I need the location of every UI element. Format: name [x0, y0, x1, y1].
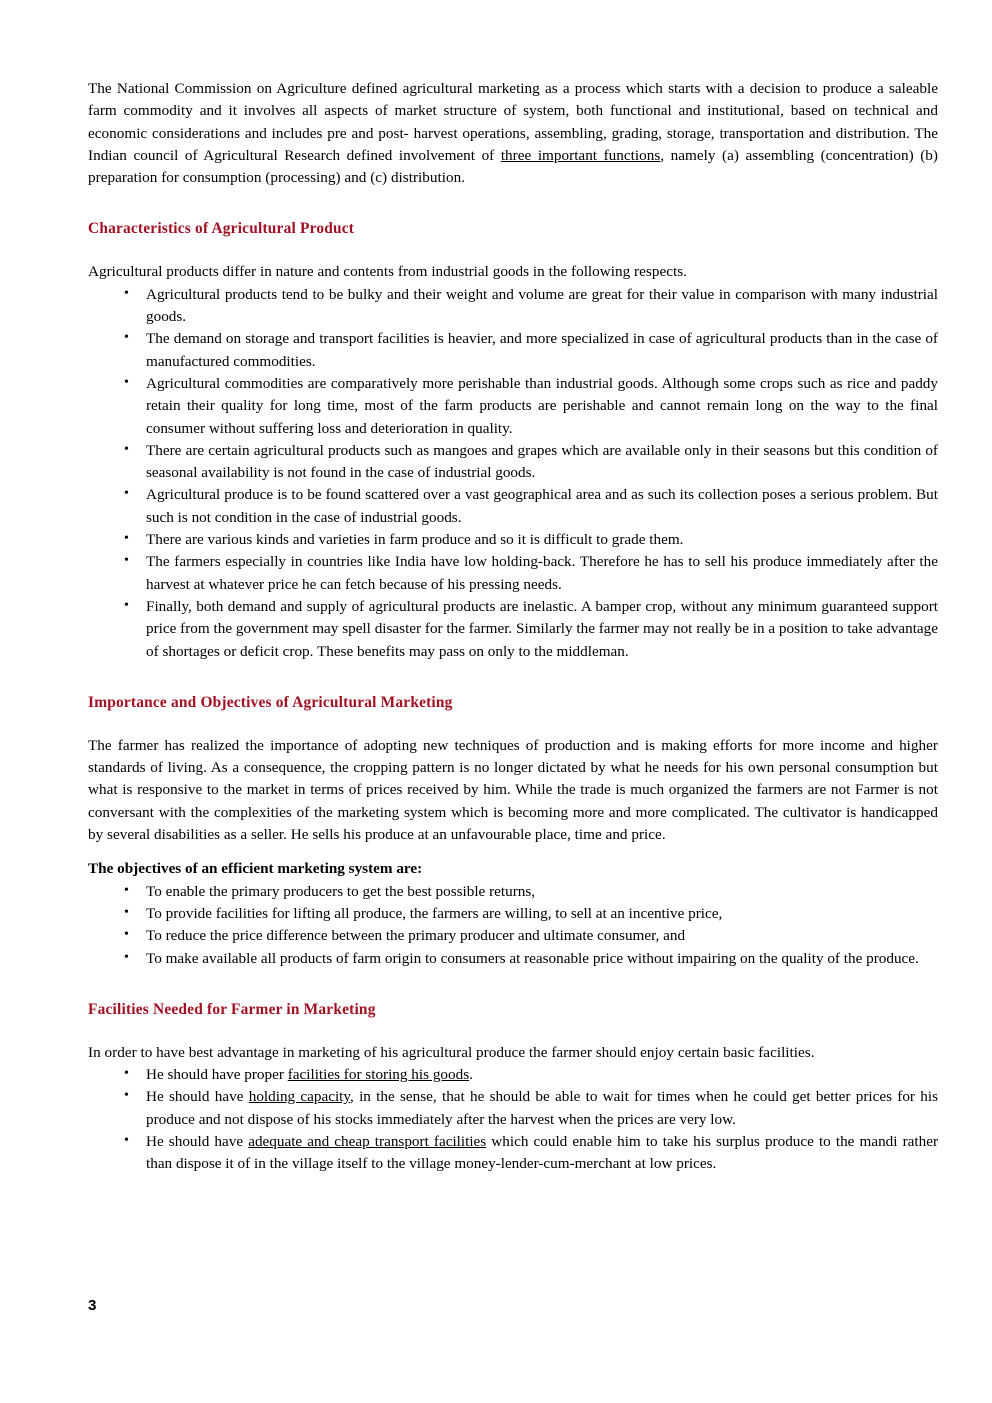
list-item: • Agricultural commodities are comparatively more perishable than industrial goods. Although some crops such as rice and paddy retain their quality for long time, most of the farm products are perishable and cannot remain long on the way to the final consumer without suffering loss and deterioration in quality. [88, 373, 938, 440]
list-item: • The demand on storage and transport facilities is heavier, and more specialized in case of agricultural products than in the case of manufactured commodities. [88, 328, 938, 373]
list-item: • To reduce the price difference between the primary producer and ultimate consumer, and [88, 925, 938, 947]
characteristics-bullet-list [88, 284, 938, 663]
list-item-pre: He should have proper [146, 1066, 288, 1084]
intro-paragraph-part1: The National Commission on Agriculture defined agricultural marketing as a process which starts with a decision to produce a saleable farm commodity and it involves all aspects of market structure of system, both functional and institutional, based on technical and economic considerations and includes pre and post- harvest operations, assembling, grading, storage, transportation and distribution. The Indian council of Agricultural Research defined involvement of [88, 80, 938, 164]
spacer [88, 663, 938, 693]
list-item-pre: He should have [146, 1132, 249, 1150]
list-item: • Agricultural produce is to be found scattered over a vast geographical area and as such its collection poses a serious problem. But such is not condition in the case of industrial goods. [88, 484, 938, 529]
list-item: • To enable the primary producers to get the best possible returns, [88, 881, 938, 903]
list-item [88, 1131, 938, 1176]
importance-paragraph: The farmer has realized the importance of adopting new techniques of production and is making efforts for more income and higher standards of living. As a consequence, the cropping pattern is no longer dictated by what he needs for his own personal consumption but what is responsive to the market in terms of prices received by him. While the trade is much organized the farmers are not Farmer is not conversant with the complexities of the marketing system which is becoming more and more complicated. The cultivator is handicapped by several disabilities as a seller. He sells his produce at an unfavourable place, time and price. [88, 736, 938, 844]
list-item: • There are various kinds and varieties in farm produce and so it is difficult to grade them. [88, 529, 938, 551]
list-item [88, 1064, 938, 1086]
list-item-underlined-phrase: facilities for storing his goods [287, 1066, 470, 1084]
facilities-intro: In order to have best advantage in marketing of his agricultural produce the farmer should enjoy certain basic facilities. [88, 1043, 815, 1061]
spacer [88, 846, 938, 858]
intro-paragraph-underlined-phrase: three important functions [500, 146, 661, 164]
list-item-underlined-phrase: adequate and cheap transport facilities [248, 1132, 487, 1150]
heading-facilities: Facilities Needed for Farmer in Marketing [88, 1000, 376, 1018]
list-item: • To provide facilities for lifting all produce, the farmers are willing, to sell at an incentive price, [88, 903, 938, 925]
characteristics-intro: Agricultural products differ in nature and contents from industrial goods in the following respects. [88, 263, 687, 281]
objectives-bullet-list [88, 881, 938, 970]
page-content [88, 78, 938, 1176]
list-item: • To make available all products of farm origin to consumers at reasonable price without impairing on the quality of the produce. [88, 948, 938, 970]
list-item-post: , in the sense, that he should be able to wait for times when he could get better prices for his produce and not dispose of his stocks immediately after the harvest when the prices are very low. [146, 1088, 938, 1128]
list-item-post: which could enable him to take his surplus produce to the mandi rather than dispose it of in the village itself to the village money-lender-cum-merchant at low prices. [146, 1132, 939, 1173]
spacer [88, 713, 938, 735]
list-item-pre: He should have [146, 1088, 249, 1106]
list-item: • There are certain agricultural products such as mangoes and grapes which are available only in their seasons but this condition of seasonal availability is not found in the case of industrial goods. [88, 440, 938, 485]
spacer [88, 1020, 938, 1042]
list-item-post: . [469, 1066, 473, 1084]
spacer [88, 970, 938, 1000]
heading-importance: Importance and Objectives of Agricultural Marketing [88, 693, 453, 711]
list-item: • Agricultural products tend to be bulky and their weight and volume are great for their value in comparison with many industrial goods. [88, 284, 938, 329]
spacer [88, 239, 938, 261]
list-item [88, 1086, 938, 1131]
list-item: • The farmers especially in countries like India have low holding-back. Therefore he has to sell his produce immediately after the harvest at whatever price he can fetch because of his pressing needs. [88, 551, 938, 596]
list-item: • Finally, both demand and supply of agricultural products are inelastic. A bamper crop, without any minimum guaranteed support price from the government may spell disaster for the farmer. Similarly the farmer may not really be in a position to take advantage of shortages or deficit crop. These benefits may pass on only to the middleman. [88, 596, 938, 663]
intro-paragraph-part2: , namely (a) assembling (concentration) (b) preparation for consumption (processing) and (c) distribution. [88, 146, 938, 187]
spacer [88, 189, 938, 219]
page-number: 3 [88, 1297, 97, 1314]
objectives-lead-line: The objectives of an efficient marketing system are: [88, 860, 423, 878]
heading-characteristics: Characteristics of Agricultural Product [88, 220, 355, 238]
intro-paragraph [88, 78, 938, 189]
facilities-bullet-list [88, 1064, 938, 1175]
list-item-underlined-phrase: holding capacity [248, 1088, 351, 1106]
